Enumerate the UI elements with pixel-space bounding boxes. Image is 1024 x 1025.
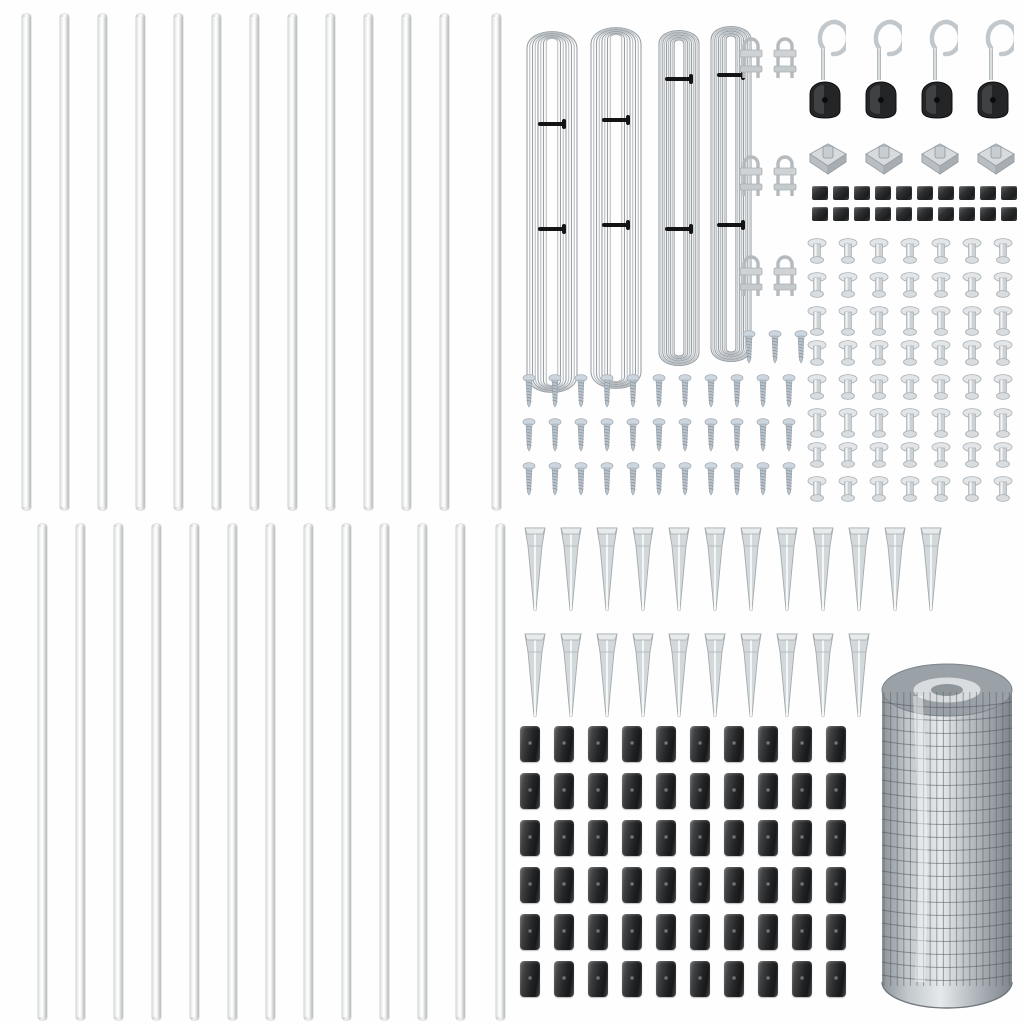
ground-spike-15 bbox=[594, 632, 620, 720]
bolt-6 bbox=[961, 238, 983, 264]
fence-clip-56 bbox=[690, 961, 710, 997]
post-bottom-2 bbox=[76, 524, 85, 1020]
bolt-37 bbox=[837, 408, 859, 438]
square-clip-14 bbox=[875, 207, 891, 221]
screw-26 bbox=[522, 462, 536, 496]
square-clip-2 bbox=[833, 186, 849, 200]
screw-1 bbox=[742, 330, 756, 364]
bolt-3 bbox=[868, 238, 890, 264]
post-bottom-13 bbox=[496, 524, 505, 1020]
base-plate-3 bbox=[918, 140, 962, 180]
eye-bolt-3 bbox=[912, 18, 958, 84]
u-bracket-6 bbox=[770, 246, 800, 300]
posts-top-row bbox=[0, 0, 516, 516]
post-top-9 bbox=[326, 14, 335, 510]
ground-spike-4 bbox=[630, 526, 656, 614]
post-top-1 bbox=[22, 14, 31, 510]
eye-bolt-4 bbox=[968, 18, 1014, 84]
bolt-19 bbox=[930, 306, 952, 336]
bolt-13 bbox=[961, 272, 983, 298]
fence-clip-23 bbox=[588, 820, 608, 856]
screw-7 bbox=[600, 374, 614, 408]
fence-clip-32 bbox=[554, 867, 574, 903]
bolt-7 bbox=[992, 238, 1014, 264]
post-top-10 bbox=[364, 14, 373, 510]
black-square-clips bbox=[812, 186, 1022, 226]
screw-16 bbox=[548, 418, 562, 452]
screw-32 bbox=[678, 462, 692, 496]
square-clip-20 bbox=[1001, 207, 1017, 221]
ground-spike-1 bbox=[522, 526, 548, 614]
u-bracket-3 bbox=[736, 146, 766, 200]
bolt-46 bbox=[899, 442, 921, 468]
square-clip-7 bbox=[938, 186, 954, 200]
fence-clip-7 bbox=[724, 726, 744, 762]
screw-23 bbox=[730, 418, 744, 452]
fence-clip-50 bbox=[826, 914, 846, 950]
post-bottom-4 bbox=[152, 524, 161, 1020]
posts-bottom-row bbox=[0, 516, 516, 1024]
post-top-12 bbox=[440, 14, 449, 510]
screw-17 bbox=[574, 418, 588, 452]
bolt-8 bbox=[806, 272, 828, 298]
fence-clip-59 bbox=[792, 961, 812, 997]
base-plate-4 bbox=[974, 140, 1018, 180]
bolts-large bbox=[806, 238, 1024, 506]
bolt-55 bbox=[961, 476, 983, 502]
screw-36 bbox=[782, 462, 796, 496]
fence-clip-45 bbox=[656, 914, 676, 950]
wire-coil-3 bbox=[656, 22, 702, 374]
bolt-48 bbox=[961, 442, 983, 468]
bolt-10 bbox=[868, 272, 890, 298]
fence-clip-46 bbox=[690, 914, 710, 950]
ground-spike-10 bbox=[846, 526, 872, 614]
ground-spike-19 bbox=[738, 632, 764, 720]
eye-bolt-1 bbox=[800, 18, 846, 84]
square-clip-12 bbox=[833, 207, 849, 221]
fence-clip-54 bbox=[622, 961, 642, 997]
square-clip-11 bbox=[812, 207, 828, 221]
fence-clip-5 bbox=[656, 726, 676, 762]
square-clip-4 bbox=[875, 186, 891, 200]
fence-clip-20 bbox=[826, 773, 846, 809]
screw-29 bbox=[600, 462, 614, 496]
screw-2 bbox=[768, 330, 782, 364]
screw-8 bbox=[626, 374, 640, 408]
screw-11 bbox=[704, 374, 718, 408]
fence-clip-19 bbox=[792, 773, 812, 809]
bolt-41 bbox=[961, 408, 983, 438]
fence-clip-60 bbox=[826, 961, 846, 997]
square-clip-9 bbox=[980, 186, 996, 200]
post-top-13 bbox=[492, 14, 501, 510]
fence-clip-48 bbox=[758, 914, 778, 950]
bolt-31 bbox=[868, 374, 890, 400]
fence-clip-44 bbox=[622, 914, 642, 950]
u-bracket-5 bbox=[736, 246, 766, 300]
post-top-8 bbox=[288, 14, 297, 510]
fence-clip-42 bbox=[554, 914, 574, 950]
fence-clip-39 bbox=[792, 867, 812, 903]
u-bracket-4 bbox=[770, 146, 800, 200]
fence-clip-52 bbox=[554, 961, 574, 997]
bolt-25 bbox=[899, 340, 921, 366]
bolt-5 bbox=[930, 238, 952, 264]
screw-31 bbox=[652, 462, 666, 496]
square-clip-18 bbox=[959, 207, 975, 221]
screw-33 bbox=[704, 462, 718, 496]
screw-6 bbox=[574, 374, 588, 408]
bolt-34 bbox=[961, 374, 983, 400]
u-brackets bbox=[736, 28, 806, 288]
post-bottom-3 bbox=[114, 524, 123, 1020]
fence-clip-31 bbox=[520, 867, 540, 903]
bolt-35 bbox=[992, 374, 1014, 400]
ground-spike-14 bbox=[558, 632, 584, 720]
ground-spike-21 bbox=[810, 632, 836, 720]
bolt-18 bbox=[899, 306, 921, 336]
square-clip-5 bbox=[896, 186, 912, 200]
post-cap-3 bbox=[918, 80, 956, 120]
ground-spike-22 bbox=[846, 632, 872, 720]
bolt-47 bbox=[930, 442, 952, 468]
bolt-21 bbox=[992, 306, 1014, 336]
fence-clip-3 bbox=[588, 726, 608, 762]
fence-clip-35 bbox=[656, 867, 676, 903]
post-bottom-12 bbox=[456, 524, 465, 1020]
ground-spike-8 bbox=[774, 526, 800, 614]
square-clip-3 bbox=[854, 186, 870, 200]
fence-clip-33 bbox=[588, 867, 608, 903]
fence-clip-11 bbox=[520, 773, 540, 809]
base-plate-2 bbox=[862, 140, 906, 180]
fence-clip-18 bbox=[758, 773, 778, 809]
bolt-45 bbox=[868, 442, 890, 468]
fence-clip-6 bbox=[690, 726, 710, 762]
fence-clip-36 bbox=[690, 867, 710, 903]
post-bottom-9 bbox=[342, 524, 351, 1020]
fence-clip-8 bbox=[758, 726, 778, 762]
post-cap-1 bbox=[806, 80, 844, 120]
eye-bolts bbox=[800, 18, 1020, 88]
bolt-1 bbox=[806, 238, 828, 264]
bolt-29 bbox=[806, 374, 828, 400]
screw-9 bbox=[652, 374, 666, 408]
fence-clip-58 bbox=[758, 961, 778, 997]
post-cap-2 bbox=[862, 80, 900, 120]
screw-28 bbox=[574, 462, 588, 496]
fence-clip-24 bbox=[622, 820, 642, 856]
bolt-32 bbox=[899, 374, 921, 400]
fence-clip-10 bbox=[826, 726, 846, 762]
screw-27 bbox=[548, 462, 562, 496]
bolt-56 bbox=[992, 476, 1014, 502]
bolt-16 bbox=[837, 306, 859, 336]
bolt-28 bbox=[992, 340, 1014, 366]
ground-spike-6 bbox=[702, 526, 728, 614]
bolt-50 bbox=[806, 476, 828, 502]
fence-clip-12 bbox=[554, 773, 574, 809]
fence-clip-15 bbox=[656, 773, 676, 809]
bolt-26 bbox=[930, 340, 952, 366]
ground-spike-2 bbox=[558, 526, 584, 614]
screw-30 bbox=[626, 462, 640, 496]
bolt-15 bbox=[806, 306, 828, 336]
bolt-51 bbox=[837, 476, 859, 502]
post-top-2 bbox=[60, 14, 69, 510]
post-top-7 bbox=[250, 14, 259, 510]
eye-bolt-2 bbox=[856, 18, 902, 84]
fence-clip-49 bbox=[792, 914, 812, 950]
fence-clip-16 bbox=[690, 773, 710, 809]
post-bottom-7 bbox=[266, 524, 275, 1020]
fence-clip-37 bbox=[724, 867, 744, 903]
fence-clip-26 bbox=[690, 820, 710, 856]
bolt-44 bbox=[837, 442, 859, 468]
bolt-9 bbox=[837, 272, 859, 298]
ground-spike-18 bbox=[702, 632, 728, 720]
fence-clip-47 bbox=[724, 914, 744, 950]
fence-clip-41 bbox=[520, 914, 540, 950]
screw-24 bbox=[756, 418, 770, 452]
screw-20 bbox=[652, 418, 666, 452]
screw-5 bbox=[548, 374, 562, 408]
screw-19 bbox=[626, 418, 640, 452]
screw-18 bbox=[600, 418, 614, 452]
ground-spike-16 bbox=[630, 632, 656, 720]
post-bottom-1 bbox=[38, 524, 47, 1020]
fence-clip-17 bbox=[724, 773, 744, 809]
square-clip-13 bbox=[854, 207, 870, 221]
ground-spike-13 bbox=[522, 632, 548, 720]
fence-clip-51 bbox=[520, 961, 540, 997]
ground-spike-11 bbox=[882, 526, 908, 614]
bolt-42 bbox=[992, 408, 1014, 438]
fence-clip-43 bbox=[588, 914, 608, 950]
square-clip-10 bbox=[1001, 186, 1017, 200]
fence-clip-22 bbox=[554, 820, 574, 856]
screws-small bbox=[522, 330, 802, 510]
ground-spike-20 bbox=[774, 632, 800, 720]
ground-spike-9 bbox=[810, 526, 836, 614]
fence-clip-38 bbox=[758, 867, 778, 903]
fence-clip-25 bbox=[656, 820, 676, 856]
bolt-33 bbox=[930, 374, 952, 400]
base-plates bbox=[806, 140, 1024, 184]
screw-22 bbox=[704, 418, 718, 452]
square-clip-8 bbox=[959, 186, 975, 200]
fence-clip-55 bbox=[656, 961, 676, 997]
bolt-40 bbox=[930, 408, 952, 438]
fence-clip-9 bbox=[792, 726, 812, 762]
fence-clip-34 bbox=[622, 867, 642, 903]
fence-clip-30 bbox=[826, 820, 846, 856]
bolt-43 bbox=[806, 442, 828, 468]
bolt-17 bbox=[868, 306, 890, 336]
square-clip-15 bbox=[896, 207, 912, 221]
bolt-20 bbox=[961, 306, 983, 336]
base-plate-1 bbox=[806, 140, 850, 180]
bolt-38 bbox=[868, 408, 890, 438]
bolt-36 bbox=[806, 408, 828, 438]
fence-clip-21 bbox=[520, 820, 540, 856]
post-bottom-8 bbox=[304, 524, 313, 1020]
screw-35 bbox=[756, 462, 770, 496]
bolt-49 bbox=[992, 442, 1014, 468]
ground-spike-12 bbox=[918, 526, 944, 614]
bolt-4 bbox=[899, 238, 921, 264]
fence-clip-4 bbox=[622, 726, 642, 762]
fence-clip-28 bbox=[758, 820, 778, 856]
u-bracket-2 bbox=[770, 28, 800, 82]
post-bottom-5 bbox=[190, 524, 199, 1020]
post-bottom-6 bbox=[228, 524, 237, 1020]
bolt-27 bbox=[961, 340, 983, 366]
bolt-53 bbox=[899, 476, 921, 502]
square-clip-19 bbox=[980, 207, 996, 221]
post-top-5 bbox=[174, 14, 183, 510]
square-clip-17 bbox=[938, 207, 954, 221]
screw-13 bbox=[756, 374, 770, 408]
fence-clips bbox=[520, 726, 870, 1016]
fence-clip-2 bbox=[554, 726, 574, 762]
ground-spike-3 bbox=[594, 526, 620, 614]
square-clip-16 bbox=[917, 207, 933, 221]
fence-clip-40 bbox=[826, 867, 846, 903]
screw-21 bbox=[678, 418, 692, 452]
fence-clip-53 bbox=[588, 961, 608, 997]
post-bottom-10 bbox=[380, 524, 389, 1020]
fence-clip-1 bbox=[520, 726, 540, 762]
bolt-14 bbox=[992, 272, 1014, 298]
ground-spike-7 bbox=[738, 526, 764, 614]
black-post-caps bbox=[806, 80, 1024, 130]
bolt-12 bbox=[930, 272, 952, 298]
bolt-2 bbox=[837, 238, 859, 264]
fence-clip-14 bbox=[622, 773, 642, 809]
screw-14 bbox=[782, 374, 796, 408]
screw-12 bbox=[730, 374, 744, 408]
bolt-22 bbox=[806, 340, 828, 366]
post-top-11 bbox=[402, 14, 411, 510]
u-bracket-1 bbox=[736, 28, 766, 82]
bolt-52 bbox=[868, 476, 890, 502]
square-clip-1 bbox=[812, 186, 828, 200]
screw-15 bbox=[522, 418, 536, 452]
fence-clip-27 bbox=[724, 820, 744, 856]
mesh-roll bbox=[874, 652, 1020, 1020]
ground-spike-5 bbox=[666, 526, 692, 614]
screw-10 bbox=[678, 374, 692, 408]
post-cap-4 bbox=[974, 80, 1012, 120]
fence-clip-57 bbox=[724, 961, 744, 997]
bolt-54 bbox=[930, 476, 952, 502]
post-top-3 bbox=[98, 14, 107, 510]
bolt-23 bbox=[837, 340, 859, 366]
bolt-11 bbox=[899, 272, 921, 298]
screw-3 bbox=[794, 330, 808, 364]
bolt-39 bbox=[899, 408, 921, 438]
post-top-4 bbox=[136, 14, 145, 510]
square-clip-6 bbox=[917, 186, 933, 200]
screw-25 bbox=[782, 418, 796, 452]
bolt-30 bbox=[837, 374, 859, 400]
fence-clip-29 bbox=[792, 820, 812, 856]
ground-spike-17 bbox=[666, 632, 692, 720]
screw-34 bbox=[730, 462, 744, 496]
screw-4 bbox=[522, 374, 536, 408]
post-bottom-11 bbox=[418, 524, 427, 1020]
post-top-6 bbox=[212, 14, 221, 510]
bolt-24 bbox=[868, 340, 890, 366]
fence-clip-13 bbox=[588, 773, 608, 809]
